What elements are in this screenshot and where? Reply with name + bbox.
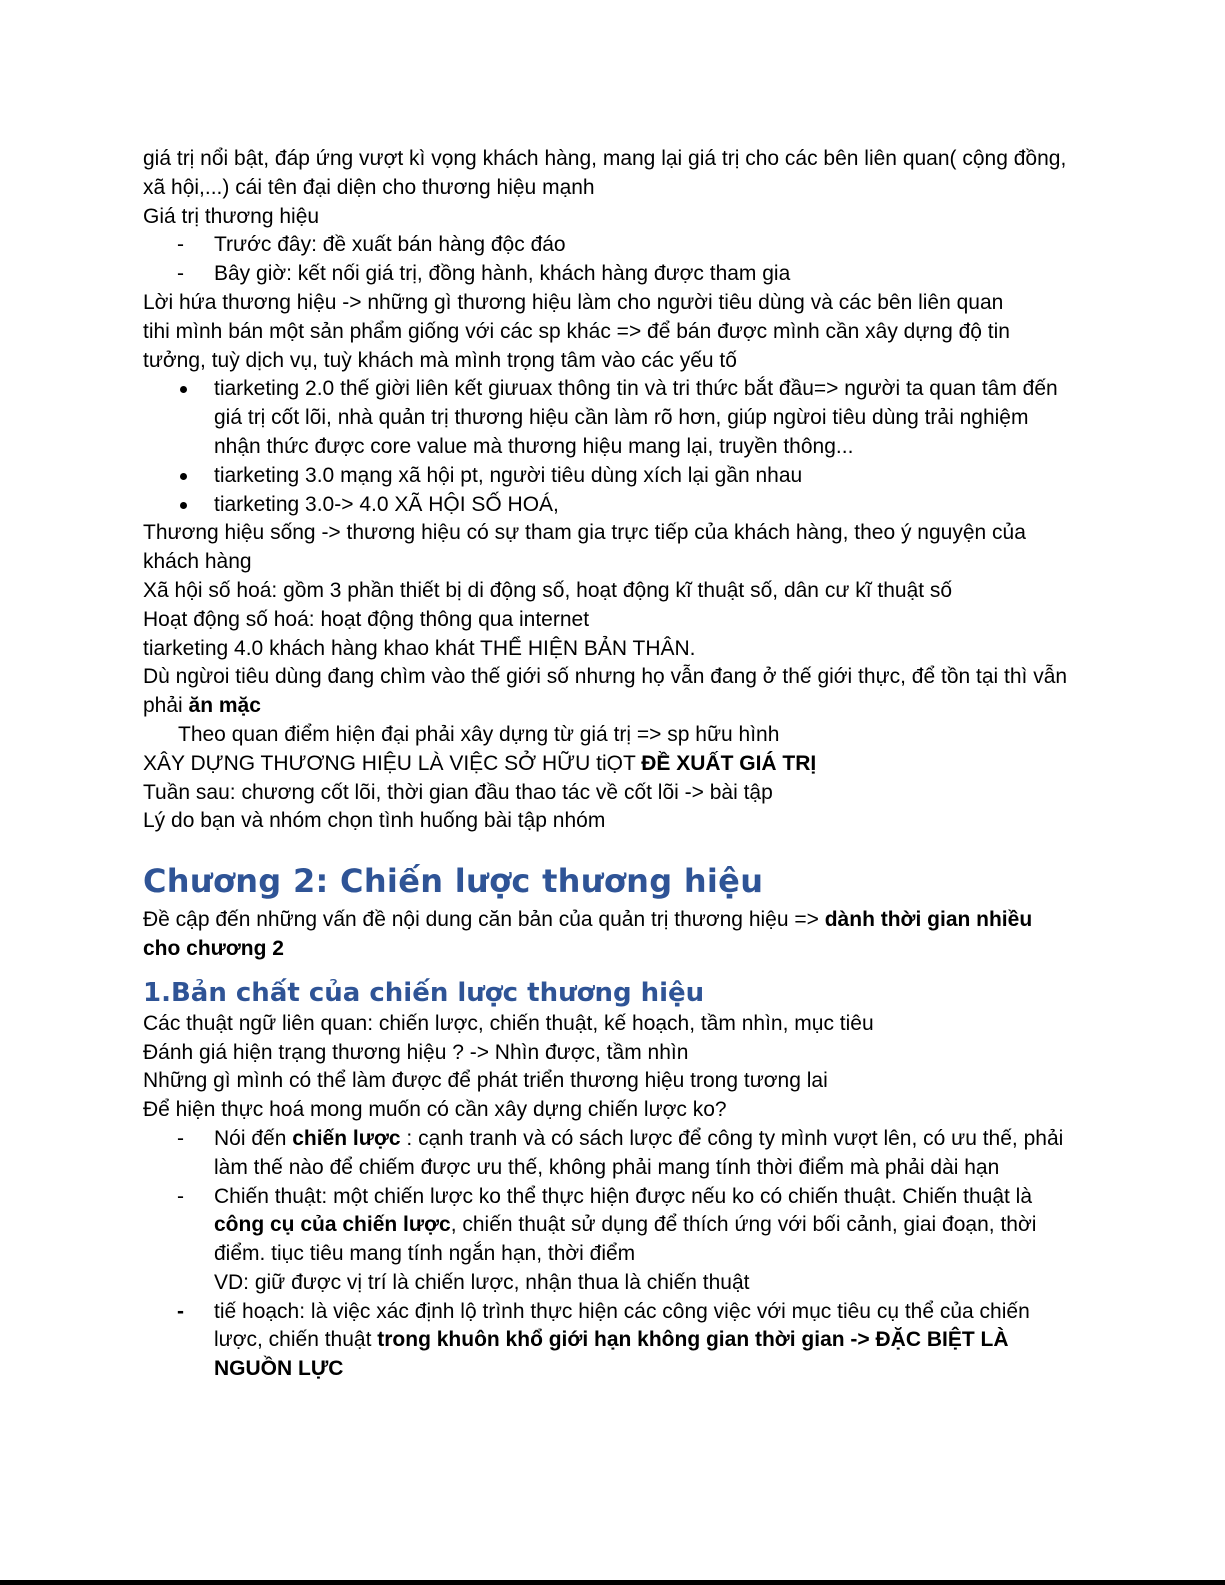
paragraph: Xã hội số hoá: gồm 3 phần thiết bị di động số, hoạt động kĩ thuật số, dân cư kĩ thuật số: [143, 578, 953, 602]
paragraph: Các thuật ngữ liên quan: chiến lược, chiến thuật, kế hoạch, tầm nhìn, mục tiêu: [143, 1011, 874, 1035]
list-item-text: tiarketing 2.0 thế giời liên kết giưuax thông tin và tri thức bắt đầu=> người ta quan tâm đến giá trị cốt lõi, nhà quản trị thương hiệu cần làm rõ hơn, giúp ngừoi tiêu dùng trải nghiệm nhận thức được core value mà thương hiệu mang lại, truyền thông...: [214, 377, 1058, 458]
list-item-text: Bây giờ: kết nối giá trị, đồng hành, khách hàng được tham gia: [214, 262, 791, 286]
paragraph: Lý do bạn và nhóm chọn tình huống bài tập nhóm: [143, 809, 606, 833]
paragraph: Để hiện thực hoá mong muốn có cần xây dựng chiến lược ko?: [143, 1098, 727, 1122]
paragraph: Hoạt động số hoá: hoạt động thông qua internet: [143, 607, 590, 631]
bullet-icon: [177, 375, 207, 404]
text-run: : cạnh tranh và có sách lược để công ty mình vượt lên, có ưu thế, phải làm thế nào để chiếm được ưu thế, không phải mang tính thời điểm mà phải dài hạn: [214, 1126, 1064, 1179]
list-item: [143, 491, 1073, 520]
list-item-text: Trước đây: đề xuất bán hàng độc đáo: [214, 233, 566, 257]
list-item: [143, 1298, 1073, 1384]
paragraph: Giá trị thương hiệu: [143, 204, 320, 228]
bullet-icon: [177, 462, 207, 491]
dash-marker: -: [177, 1299, 184, 1323]
list-item-text: tiarketing 3.0 mạng xã hội pt, người tiêu dùng xích lại gần nhau: [214, 463, 803, 487]
paragraph: Theo quan điểm hiện đại phải xây dựng từ giá trị => sp hữu hình: [178, 722, 780, 746]
list-item-text: [214, 1300, 1030, 1381]
page-bottom-border: [0, 1580, 1225, 1585]
document-body: [143, 145, 1073, 1384]
paragraph-text: Đề cập đến những vấn đề nội dung căn bản của quản trị thương hiệu =>: [143, 908, 825, 932]
paragraph: [143, 663, 1073, 721]
dash-marker: -: [177, 1126, 184, 1150]
section-heading: 1.Bản chất của chiến lược thương hiệu: [143, 977, 705, 1008]
text-run: , chiến thuật sử dụng để thích ứng với bối cảnh, giai đoạn, thời điểm. tiục tiêu mang tính ngắn hạn, thời điểm: [214, 1213, 1037, 1266]
list-item: [143, 1125, 1073, 1183]
bold-text: ăn mặc: [188, 694, 261, 718]
dash-marker: -: [177, 262, 184, 286]
paragraph: Lời hứa thương hiệu -> những gì thương hiệu làm cho người tiêu dùng và các bên liên quan: [143, 290, 1004, 314]
bold-text: ĐỀ XUẤT GIÁ TRỊ: [641, 751, 817, 775]
paragraph: [143, 906, 1073, 964]
text-run: Nói đến: [214, 1126, 293, 1150]
list-item: [143, 462, 1073, 491]
list-item-example: VD: giữ được vị trí là chiến lược, nhận thua là chiến thuật: [214, 1270, 750, 1294]
bold-text: dành thời gian nhiều cho chương 2: [143, 908, 1033, 960]
text-run: tiế hoạch: là việc xác định lộ trình thực hiện các công việc với mục tiêu cụ thể của chiến lược, chiến thuật: [214, 1299, 1030, 1352]
bold-text: trong khuôn khổ giới hạn không gian thời gian -> ĐẶC BIỆT LÀ NGUỒN LỰC: [214, 1328, 1009, 1381]
paragraph: Những gì mình có thể làm được để phát triển thương hiệu trong tương lai: [143, 1069, 828, 1093]
list-item: [143, 231, 1073, 260]
list-item: [143, 1183, 1073, 1298]
list-item: [143, 260, 1073, 289]
list-item-text: tiarketing 3.0-> 4.0 XÃ HỘI SỐ HOÁ,: [214, 492, 559, 516]
paragraph: giá trị nổi bật, đáp ứng vượt kì vọng khách hàng, mang lại giá trị cho các bên liên quan( cộng đồng, xã hội,...) cái tên đại diện cho thương hiệu mạnh: [143, 147, 1067, 199]
paragraph: [143, 750, 1073, 779]
list-item-text: [214, 1127, 1063, 1179]
paragraph: tihi mình bán một sản phẩm giống với các sp khác => để bán được mình cần xây dựng độ tin tưởng, tuỳ dịch vụ, tuỳ khách mà mình trọng tâm vào các yếu tố: [143, 319, 1010, 372]
chapter-heading: Chương 2: Chiến lược thương hiệu: [143, 862, 764, 901]
bold-text: chiến lược: [292, 1126, 401, 1150]
list-item: [143, 375, 1073, 461]
paragraph: Đánh giá hiện trạng thương hiệu ? -> Nhìn được, tầm nhìn: [143, 1040, 689, 1064]
dash-marker: -: [177, 1184, 184, 1208]
paragraph: Tuần sau: chương cốt lõi, thời gian đầu thao tác về cốt lõi -> bài tập: [143, 780, 773, 804]
paragraph-text: XÂY DỰNG THƯƠNG HIỆU LÀ VIỆC SỞ HỮU tiỌT: [143, 751, 642, 775]
bullet-icon: [177, 491, 207, 520]
bold-text: công cụ của chiến lược: [214, 1213, 451, 1237]
dash-marker: -: [177, 233, 184, 257]
paragraph-text: Dù ngừoi tiêu dùng đang chìm vào thế giới số nhưng họ vẫn đang ở thế giới thực, để tồn tại thì vẫn phải: [143, 665, 1068, 718]
text-run: Chiến thuật: một chiến lược ko thể thực hiện được nếu ko có chiến thuật. Chiến thuật là: [214, 1184, 1033, 1208]
paragraph: tiarketing 4.0 khách hàng khao khát THỂ HIỆN BẢN THÂN.: [143, 636, 696, 660]
list-item-text: [214, 1185, 1036, 1266]
paragraph: Thương hiệu sống -> thương hiệu có sự tham gia trực tiếp của khách hàng, theo ý nguyện của khách hàng: [143, 521, 1026, 574]
